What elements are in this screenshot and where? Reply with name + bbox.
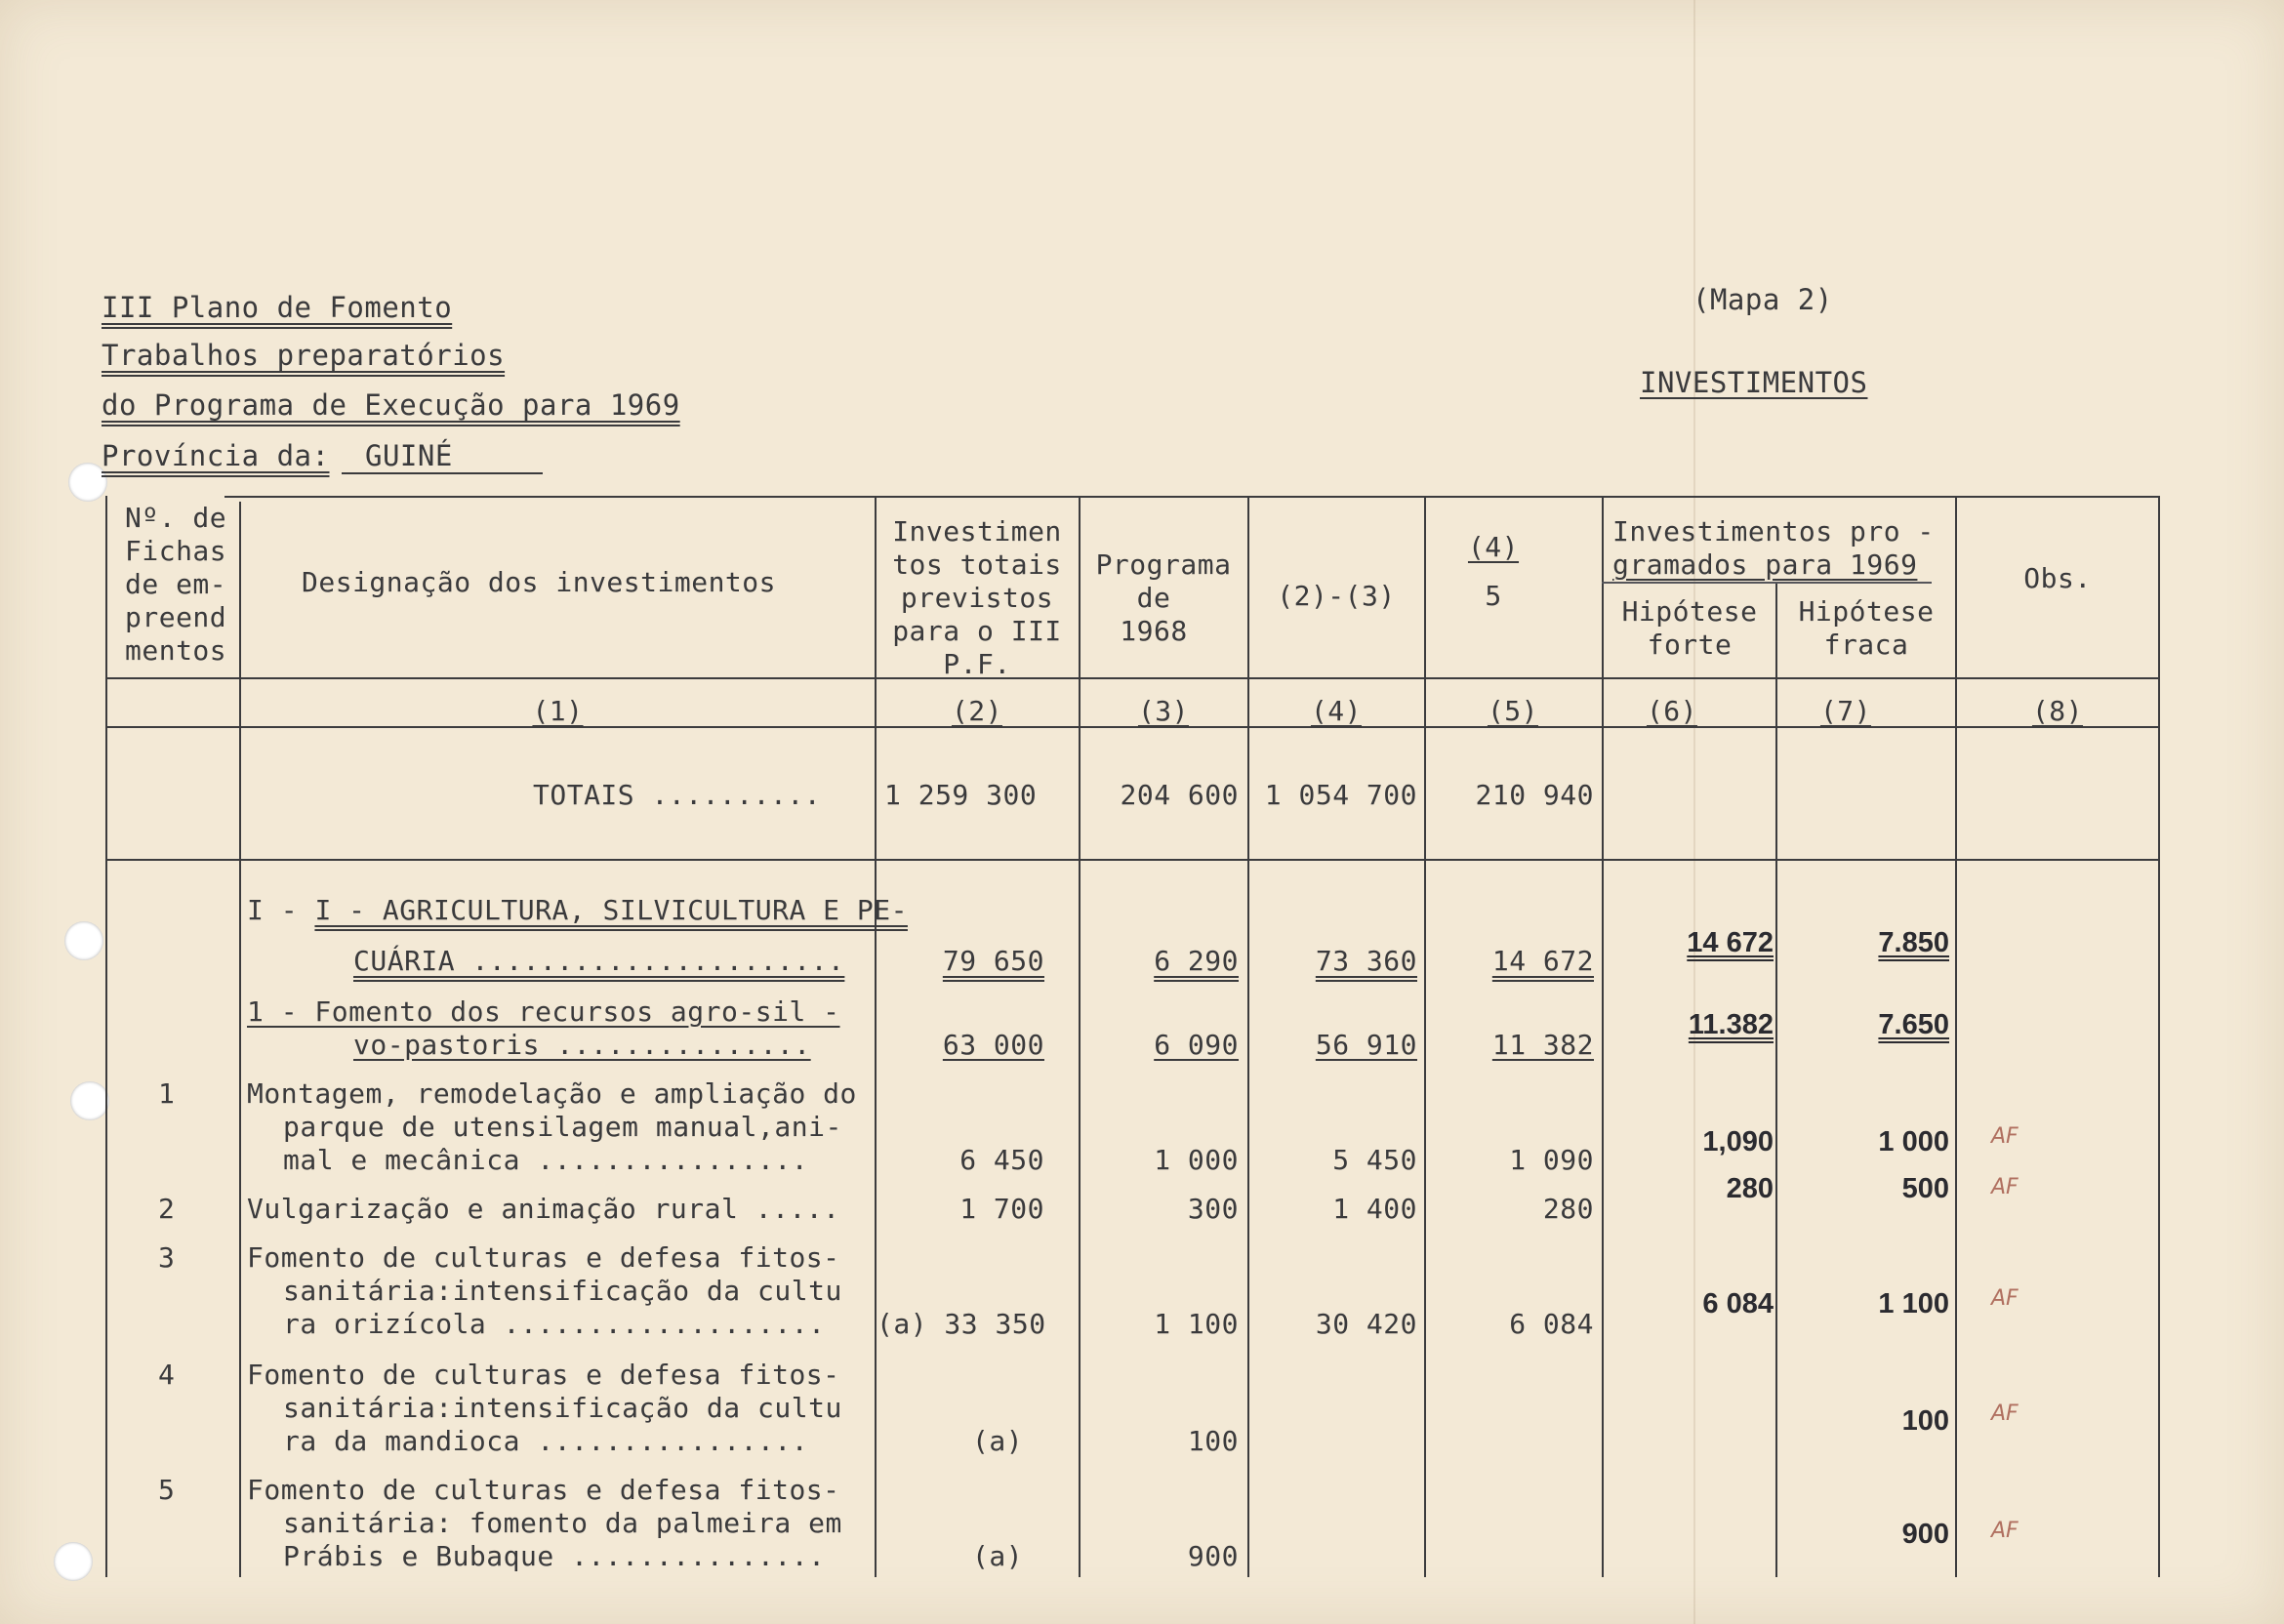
cell-text: Fichas — [125, 535, 227, 567]
cell-text: previstos — [900, 582, 1054, 614]
cell-text: Fomento de culturas e defesa fitos- — [247, 1474, 840, 1506]
cell-text: de — [1136, 582, 1171, 614]
cell-text: 56 910 — [1315, 1029, 1417, 1061]
cell-text: de em- — [125, 568, 227, 600]
table-vertical-rule — [105, 496, 107, 1577]
cell-text: (6) — [1646, 695, 1698, 727]
cell-text: 73 360 — [1315, 945, 1417, 977]
stamp-value: 1,090 — [1702, 1126, 1774, 1157]
cell-text: sanitária:intensificação da cultu — [283, 1275, 842, 1307]
cell-text: Investimentos pro - — [1612, 515, 1935, 548]
cell-text: 6 090 — [1154, 1029, 1239, 1061]
cell-text: Fomento de culturas e defesa fitos- — [247, 1359, 840, 1391]
table-vertical-rule — [1955, 496, 1957, 1577]
cell-text: 6 290 — [1154, 945, 1239, 977]
stamp-value: 900 — [1901, 1519, 1949, 1550]
cell-text: 1 400 — [1332, 1193, 1417, 1225]
cell-text: (5) — [1487, 695, 1539, 727]
cell-text: 14 672 — [1491, 945, 1594, 977]
cell-text: 1 090 — [1509, 1144, 1594, 1176]
table-horizontal-rule — [224, 496, 2160, 498]
table-vertical-rule — [2158, 496, 2160, 1577]
cell-text: (a) 33 350 — [877, 1308, 1046, 1340]
stamp-value: 14 672 — [1687, 927, 1774, 958]
cell-text: P.F. — [943, 648, 1011, 680]
cell-text: (4) — [1310, 695, 1363, 727]
cell-text: parque de utensilagem manual,ani- — [283, 1111, 842, 1143]
cell-text: forte — [1647, 629, 1733, 661]
cell-text: para o III — [892, 615, 1062, 647]
cell-text: 100 — [1187, 1425, 1239, 1457]
cell-text: 63 000 — [942, 1029, 1044, 1061]
cell-text: (1) — [532, 695, 584, 727]
cell-text: 3 — [158, 1241, 176, 1274]
designacao-header: Designação dos investimentos — [302, 566, 777, 598]
cell-text: sanitária:intensificação da cultu — [283, 1392, 842, 1424]
table-horizontal-rule — [105, 859, 2160, 861]
cell-text: 1 000 — [1154, 1144, 1239, 1176]
cell-text: vo-pastoris ............... — [353, 1029, 811, 1061]
cell-text: 5 — [1485, 580, 1502, 612]
cell-text: 300 — [1187, 1193, 1239, 1225]
cell-text: Hipótese — [1621, 595, 1758, 628]
punch-hole — [54, 1542, 93, 1581]
cell-text: mentos — [125, 634, 227, 667]
cell-text: 2 — [158, 1193, 176, 1225]
cell-text: gramados para 1969 — [1612, 548, 1918, 581]
stamp-value: 7.650 — [1878, 1009, 1949, 1040]
cell-text: 79 650 — [942, 945, 1044, 977]
cell-text: 5 — [158, 1474, 176, 1506]
program-title: do Programa de Execução para 1969 — [102, 388, 680, 422]
cell-text: ra orizícola ................... — [283, 1308, 826, 1340]
document-title: INVESTIMENTOS — [1640, 366, 1868, 399]
cell-text: ra da mandioca ................ — [283, 1425, 809, 1457]
province-label: Província da: — [102, 439, 330, 472]
province-value: GUINÉ — [342, 439, 543, 474]
cell-text: preend — [125, 601, 227, 633]
cell-text: 1 - Fomento dos recursos agro-sil - — [247, 995, 840, 1028]
cell-text: Prábis e Bubaque ............... — [283, 1540, 826, 1572]
cell-text: Investimen — [892, 515, 1062, 548]
handwritten-initials: AF — [1991, 1286, 2019, 1311]
difference-header: (2)-(3) — [1277, 580, 1396, 612]
cell-text: fraca — [1823, 629, 1909, 661]
cell-text: I - I - AGRICULTURA, SILVICULTURA E PE- — [247, 894, 908, 926]
cell-text: tos totais — [892, 548, 1062, 581]
cell-text: 204 600 — [1120, 779, 1239, 811]
punch-hole — [64, 921, 103, 960]
table-horizontal-rule — [105, 677, 2160, 679]
cell-text: (a) — [972, 1425, 1024, 1457]
cell-text: (7) — [1819, 695, 1872, 727]
cell-text: 1 100 — [1154, 1308, 1239, 1340]
cell-text: TOTAIS .......... — [533, 779, 822, 811]
cell-text: 4 — [158, 1359, 176, 1391]
stamp-value: 6 084 — [1702, 1288, 1774, 1320]
handwritten-initials: AF — [1991, 1124, 2019, 1149]
handwritten-initials: AF — [1991, 1401, 2019, 1426]
cell-text: 280 — [1542, 1193, 1594, 1225]
stamp-value: 280 — [1726, 1173, 1774, 1204]
table-vertical-rule — [239, 502, 241, 1577]
plan-title: III Plano de Fomento — [102, 291, 453, 324]
cell-text: 1968 — [1120, 615, 1188, 647]
cell-text: CUÁRIA ...................... — [353, 945, 845, 977]
handwritten-initials: AF — [1991, 1175, 2019, 1199]
cell-text: (3) — [1137, 695, 1190, 727]
cell-text: Vulgarização e animação rural ..... — [247, 1193, 840, 1225]
stamp-value: 1 100 — [1878, 1288, 1949, 1320]
cell-text: (2) — [951, 695, 1003, 727]
stamp-value: 1 000 — [1878, 1126, 1949, 1157]
stamp-value: 500 — [1901, 1173, 1949, 1204]
cell-text: (8) — [2031, 695, 2084, 727]
cell-text: 900 — [1187, 1540, 1239, 1572]
cell-text: (a) — [972, 1540, 1024, 1572]
cell-text: 1 — [158, 1077, 176, 1110]
handwritten-initials: AF — [1991, 1519, 2019, 1543]
cell-text: Fomento de culturas e defesa fitos- — [247, 1241, 840, 1274]
cell-text: 210 940 — [1475, 779, 1594, 811]
cell-text: 6 084 — [1509, 1308, 1594, 1340]
cell-text: Programa — [1095, 548, 1232, 581]
paper-fold — [1693, 0, 1695, 1624]
cell-text: 1 259 300 — [884, 779, 1038, 811]
cell-text: 5 450 — [1332, 1144, 1417, 1176]
cell-text: sanitária: fomento da palmeira em — [283, 1507, 842, 1539]
cell-text: 11 382 — [1491, 1029, 1594, 1061]
table-horizontal-rule — [1602, 582, 1932, 584]
cell-text: 6 450 — [959, 1144, 1044, 1176]
cell-text: 1 054 700 — [1264, 779, 1417, 811]
stamp-value: 11.382 — [1688, 1009, 1774, 1040]
cell-text: mal e mecânica ................ — [283, 1144, 809, 1176]
cell-text: Hipótese — [1798, 595, 1935, 628]
cell-text: Nº. de — [125, 502, 227, 534]
cell-text: 30 420 — [1315, 1308, 1417, 1340]
plan-subtitle: Trabalhos preparatórios — [102, 339, 506, 372]
cell-text: Montagem, remodelação e ampliação do — [247, 1077, 857, 1110]
punch-hole — [70, 1081, 109, 1120]
stamp-value: 100 — [1901, 1405, 1949, 1437]
cell-text: 1 700 — [959, 1193, 1044, 1225]
cell-text: (4) — [1467, 531, 1520, 563]
stamp-value: 7.850 — [1878, 927, 1949, 958]
map-reference: (Mapa 2) — [1693, 283, 1833, 316]
obs-header: Obs. — [2023, 562, 2092, 594]
